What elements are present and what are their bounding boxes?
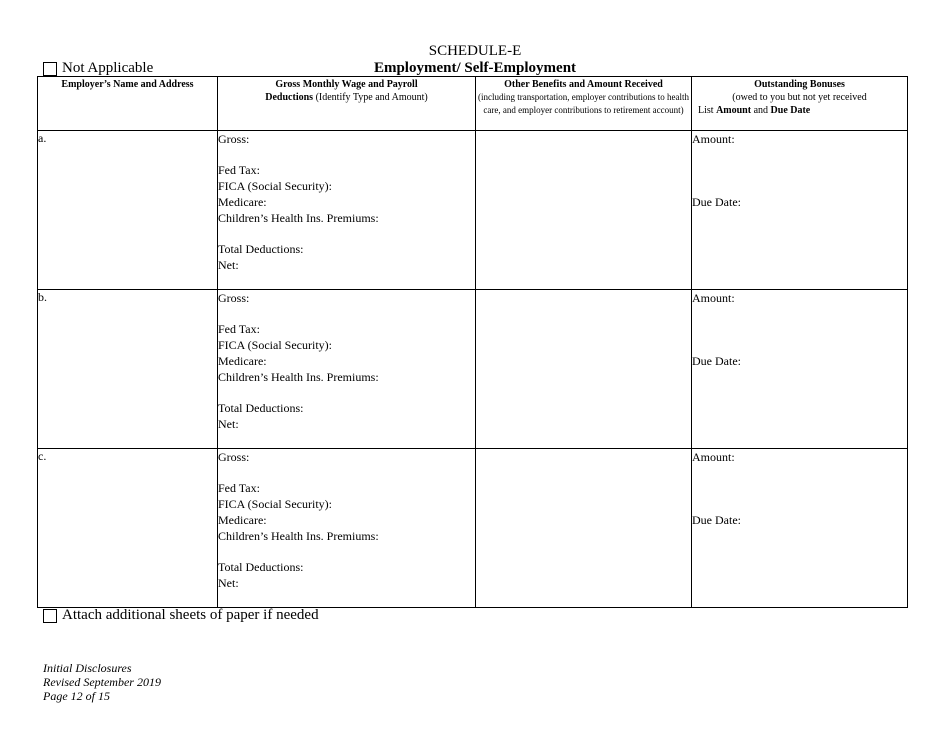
page-footer [43,661,161,703]
table-row [38,449,908,608]
header-row [38,77,908,131]
wage-header-title: Gross Monthly Wage and Payroll [275,79,418,90]
fed-tax-label: Fed Tax: [218,322,260,336]
not-applicable-option[interactable] [43,60,153,77]
childrens-health-label: Children’s Health Ins. Premiums: [218,211,379,225]
medicare-label: Medicare: [218,354,267,368]
schedule-subtitle: Employment/ Self-Employment [373,60,577,76]
bonus-due-date-label: Due Date: [692,513,741,527]
bonus-header-amount: Amount [716,105,752,116]
net-label: Net: [218,258,239,272]
bonus-header-due: Due Date [770,105,811,116]
wage-header [218,77,476,131]
fica-label: FICA (Social Security): [218,179,332,193]
bonus-amount-label: Amount: [692,132,735,146]
medicare-label: Medicare: [218,195,267,209]
row-label: b. [38,290,47,304]
table-row [38,131,908,290]
footer-doc-name: Initial Disclosures [43,661,132,675]
benefits-header-note: (including transportation, employer contributions to health care, and employer contributions to retirement account) [478,92,689,115]
bonus-header-list: List [698,105,717,116]
schedule-title: SCHEDULE-E [428,43,522,59]
net-label: Net: [218,576,239,590]
gross-label: Gross: [218,132,250,146]
wage-cell[interactable] [218,449,476,608]
employer-header [38,77,218,131]
attach-sheets-option[interactable] [43,607,319,624]
bonus-cell[interactable] [692,290,908,449]
bonus-header-note: (owed to you but not yet received [732,92,867,103]
employer-cell[interactable] [38,131,218,290]
childrens-health-label: Children’s Health Ins. Premiums: [218,529,379,543]
employer-cell[interactable] [38,290,218,449]
wage-cell[interactable] [218,131,476,290]
bonus-amount-label: Amount: [692,450,735,464]
employer-header-label: Employer’s Name and Address [61,79,194,90]
bonus-header [692,77,908,131]
bonus-amount-label: Amount: [692,291,735,305]
bonus-header-and: and [751,105,771,116]
benefits-header [476,77,692,131]
table-row [38,290,908,449]
net-label: Net: [218,417,239,431]
bonus-cell[interactable] [692,449,908,608]
fica-label: FICA (Social Security): [218,497,332,511]
attach-sheets-checkbox[interactable] [43,609,57,623]
fed-tax-label: Fed Tax: [218,481,260,495]
benefits-cell[interactable] [476,449,692,608]
fica-label: FICA (Social Security): [218,338,332,352]
bonus-header-title: Outstanding Bonuses [754,79,845,90]
wage-header-bold: Deductions [265,92,314,103]
total-deductions-label: Total Deductions: [218,401,304,415]
bonus-cell[interactable] [692,131,908,290]
total-deductions-label: Total Deductions: [218,242,304,256]
footer-page-number: Page 12 of 15 [43,689,110,703]
benefits-cell[interactable] [476,290,692,449]
fed-tax-label: Fed Tax: [218,163,260,177]
employment-table [37,76,908,608]
bonus-due-date-label: Due Date: [692,354,741,368]
gross-label: Gross: [218,450,250,464]
total-deductions-label: Total Deductions: [218,560,304,574]
row-label: a. [38,131,47,145]
medicare-label: Medicare: [218,513,267,527]
wage-cell[interactable] [218,290,476,449]
bonus-due-date-label: Due Date: [692,195,741,209]
footer-revision: Revised September 2019 [43,675,161,689]
row-label: c. [38,449,47,463]
gross-label: Gross: [218,291,250,305]
benefits-header-title: Other Benefits and Amount Received [504,79,663,90]
attach-sheets-label: Attach additional sheets of paper if needed [62,607,319,623]
benefits-cell[interactable] [476,131,692,290]
childrens-health-label: Children’s Health Ins. Premiums: [218,370,379,384]
not-applicable-label: Not Applicable [62,60,154,76]
wage-header-note: (Identify Type and Amount) [313,92,428,103]
employer-cell[interactable] [38,449,218,608]
not-applicable-checkbox[interactable] [43,62,57,76]
